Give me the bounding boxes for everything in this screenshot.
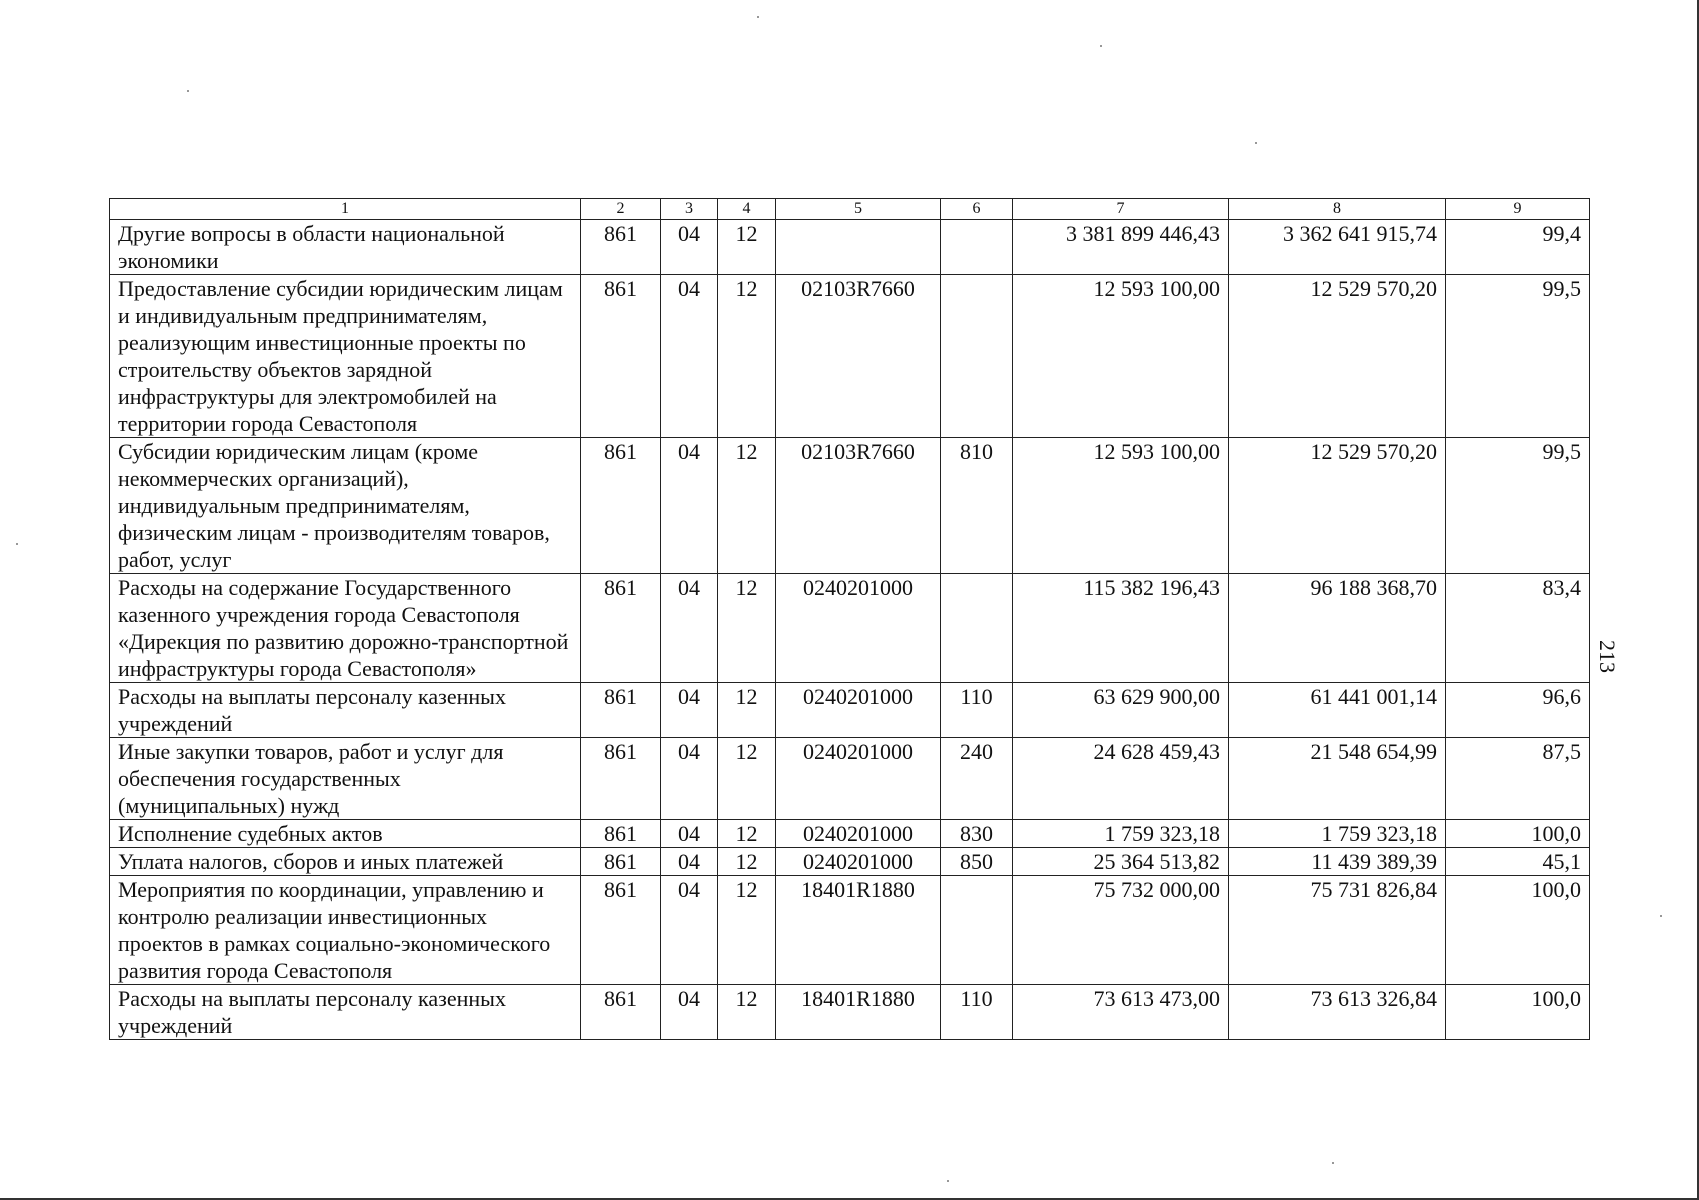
subsection-code-cell: 12 (718, 683, 776, 738)
target-article-cell: 0240201000 (776, 820, 941, 848)
expense-name-cell: Предоставление субсидии юридическим лицам и индивидуальным предпринимателям, реализующим инвестиционные проекты по строительству объектов зарядной инфраструктуры для электромобилей на территории города Севастополя (110, 275, 581, 438)
execution-percent-cell: 100,0 (1446, 985, 1590, 1040)
executed-amount-cell: 61 441 001,14 (1229, 683, 1446, 738)
column-number: 4 (718, 199, 776, 220)
ministry-code-cell: 861 (581, 738, 661, 820)
column-number: 2 (581, 199, 661, 220)
expense-type-cell: 110 (941, 985, 1013, 1040)
executed-amount-cell: 75 731 826,84 (1229, 876, 1446, 985)
expense-type-cell (941, 275, 1013, 438)
table-row (110, 220, 1590, 275)
subsection-code-cell: 12 (718, 985, 776, 1040)
expense-type-cell: 240 (941, 738, 1013, 820)
target-article-cell: 18401R1880 (776, 876, 941, 985)
ministry-code-cell: 861 (581, 220, 661, 275)
table-row (110, 738, 1590, 820)
target-article-cell: 0240201000 (776, 683, 941, 738)
table-row (110, 848, 1590, 876)
executed-amount-cell: 12 529 570,20 (1229, 275, 1446, 438)
expense-name-cell: Уплата налогов, сборов и иных платежей (110, 848, 581, 876)
section-code-cell: 04 (661, 574, 718, 683)
target-article-cell: 0240201000 (776, 574, 941, 683)
target-article-cell: 02103R7660 (776, 438, 941, 574)
execution-percent-cell: 87,5 (1446, 738, 1590, 820)
approved-amount-cell: 12 593 100,00 (1013, 275, 1229, 438)
column-number: 1 (110, 199, 581, 220)
table-row (110, 876, 1590, 985)
column-number: 9 (1446, 199, 1590, 220)
expense-type-cell (941, 220, 1013, 275)
execution-percent-cell: 96,6 (1446, 683, 1590, 738)
subsection-code-cell: 12 (718, 848, 776, 876)
expense-name-cell: Другие вопросы в области национальной экономики (110, 220, 581, 275)
section-code-cell: 04 (661, 848, 718, 876)
subsection-code-cell: 12 (718, 220, 776, 275)
expense-name-cell: Субсидии юридическим лицам (кроме некоммерческих организаций), индивидуальным предпринимателям, физическим лицам - производителям товаров, работ, услуг (110, 438, 581, 574)
target-article-cell: 02103R7660 (776, 275, 941, 438)
approved-amount-cell: 1 759 323,18 (1013, 820, 1229, 848)
scan-speck (947, 1180, 949, 1182)
scan-speck (757, 16, 759, 18)
page-number: 213 (1595, 640, 1620, 673)
table-row (110, 985, 1590, 1040)
column-number: 6 (941, 199, 1013, 220)
expense-type-cell: 110 (941, 683, 1013, 738)
table-row (110, 275, 1590, 438)
target-article-cell: 0240201000 (776, 738, 941, 820)
expense-name-cell: Иные закупки товаров, работ и услуг для обеспечения государственных (муниципальных) нужд (110, 738, 581, 820)
subsection-code-cell: 12 (718, 275, 776, 438)
column-number-row (110, 199, 1590, 220)
execution-percent-cell: 45,1 (1446, 848, 1590, 876)
expense-type-cell (941, 876, 1013, 985)
scan-speck (1332, 1162, 1334, 1164)
column-number: 8 (1229, 199, 1446, 220)
section-code-cell: 04 (661, 820, 718, 848)
expense-name-cell: Расходы на выплаты персоналу казенных учреждений (110, 683, 581, 738)
execution-percent-cell: 99,5 (1446, 275, 1590, 438)
ministry-code-cell: 861 (581, 574, 661, 683)
budget-table (109, 198, 1590, 1040)
execution-percent-cell: 83,4 (1446, 574, 1590, 683)
subsection-code-cell: 12 (718, 876, 776, 985)
section-code-cell: 04 (661, 438, 718, 574)
target-article-cell (776, 220, 941, 275)
ministry-code-cell: 861 (581, 985, 661, 1040)
table-row (110, 683, 1590, 738)
section-code-cell: 04 (661, 275, 718, 438)
approved-amount-cell: 3 381 899 446,43 (1013, 220, 1229, 275)
table-body (110, 220, 1590, 1040)
approved-amount-cell: 12 593 100,00 (1013, 438, 1229, 574)
execution-percent-cell: 99,4 (1446, 220, 1590, 275)
column-number: 7 (1013, 199, 1229, 220)
target-article-cell: 18401R1880 (776, 985, 941, 1040)
executed-amount-cell: 1 759 323,18 (1229, 820, 1446, 848)
approved-amount-cell: 73 613 473,00 (1013, 985, 1229, 1040)
table-row (110, 574, 1590, 683)
expense-name-cell: Исполнение судебных актов (110, 820, 581, 848)
table-row (110, 820, 1590, 848)
column-number: 3 (661, 199, 718, 220)
scan-speck (16, 543, 18, 545)
executed-amount-cell: 73 613 326,84 (1229, 985, 1446, 1040)
approved-amount-cell: 24 628 459,43 (1013, 738, 1229, 820)
table-row (110, 438, 1590, 574)
scan-speck (187, 90, 189, 92)
approved-amount-cell: 115 382 196,43 (1013, 574, 1229, 683)
approved-amount-cell: 25 364 513,82 (1013, 848, 1229, 876)
scan-speck (1660, 915, 1662, 917)
section-code-cell: 04 (661, 220, 718, 275)
ministry-code-cell: 861 (581, 820, 661, 848)
executed-amount-cell: 96 188 368,70 (1229, 574, 1446, 683)
expense-name-cell: Мероприятия по координации, управлению и контролю реализации инвестиционных проектов в рамках социально-экономического развития города Севастополя (110, 876, 581, 985)
target-article-cell: 0240201000 (776, 848, 941, 876)
execution-percent-cell: 99,5 (1446, 438, 1590, 574)
expense-type-cell: 830 (941, 820, 1013, 848)
subsection-code-cell: 12 (718, 738, 776, 820)
ministry-code-cell: 861 (581, 876, 661, 985)
execution-percent-cell: 100,0 (1446, 876, 1590, 985)
subsection-code-cell: 12 (718, 820, 776, 848)
executed-amount-cell: 3 362 641 915,74 (1229, 220, 1446, 275)
subsection-code-cell: 12 (718, 574, 776, 683)
section-code-cell: 04 (661, 738, 718, 820)
ministry-code-cell: 861 (581, 848, 661, 876)
approved-amount-cell: 75 732 000,00 (1013, 876, 1229, 985)
executed-amount-cell: 12 529 570,20 (1229, 438, 1446, 574)
ministry-code-cell: 861 (581, 438, 661, 574)
executed-amount-cell: 11 439 389,39 (1229, 848, 1446, 876)
execution-percent-cell: 100,0 (1446, 820, 1590, 848)
expense-name-cell: Расходы на содержание Государственного казенного учреждения города Севастополя «Дирекция по развитию дорожно-транспортной инфраструктуры города Севастополя» (110, 574, 581, 683)
subsection-code-cell: 12 (718, 438, 776, 574)
scan-speck (1100, 45, 1102, 47)
ministry-code-cell: 861 (581, 683, 661, 738)
section-code-cell: 04 (661, 876, 718, 985)
expense-type-cell: 850 (941, 848, 1013, 876)
expense-name-cell: Расходы на выплаты персоналу казенных учреждений (110, 985, 581, 1040)
executed-amount-cell: 21 548 654,99 (1229, 738, 1446, 820)
ministry-code-cell: 861 (581, 275, 661, 438)
scan-speck (1255, 142, 1257, 144)
expense-type-cell: 810 (941, 438, 1013, 574)
column-number: 5 (776, 199, 941, 220)
expense-type-cell (941, 574, 1013, 683)
approved-amount-cell: 63 629 900,00 (1013, 683, 1229, 738)
section-code-cell: 04 (661, 985, 718, 1040)
section-code-cell: 04 (661, 683, 718, 738)
